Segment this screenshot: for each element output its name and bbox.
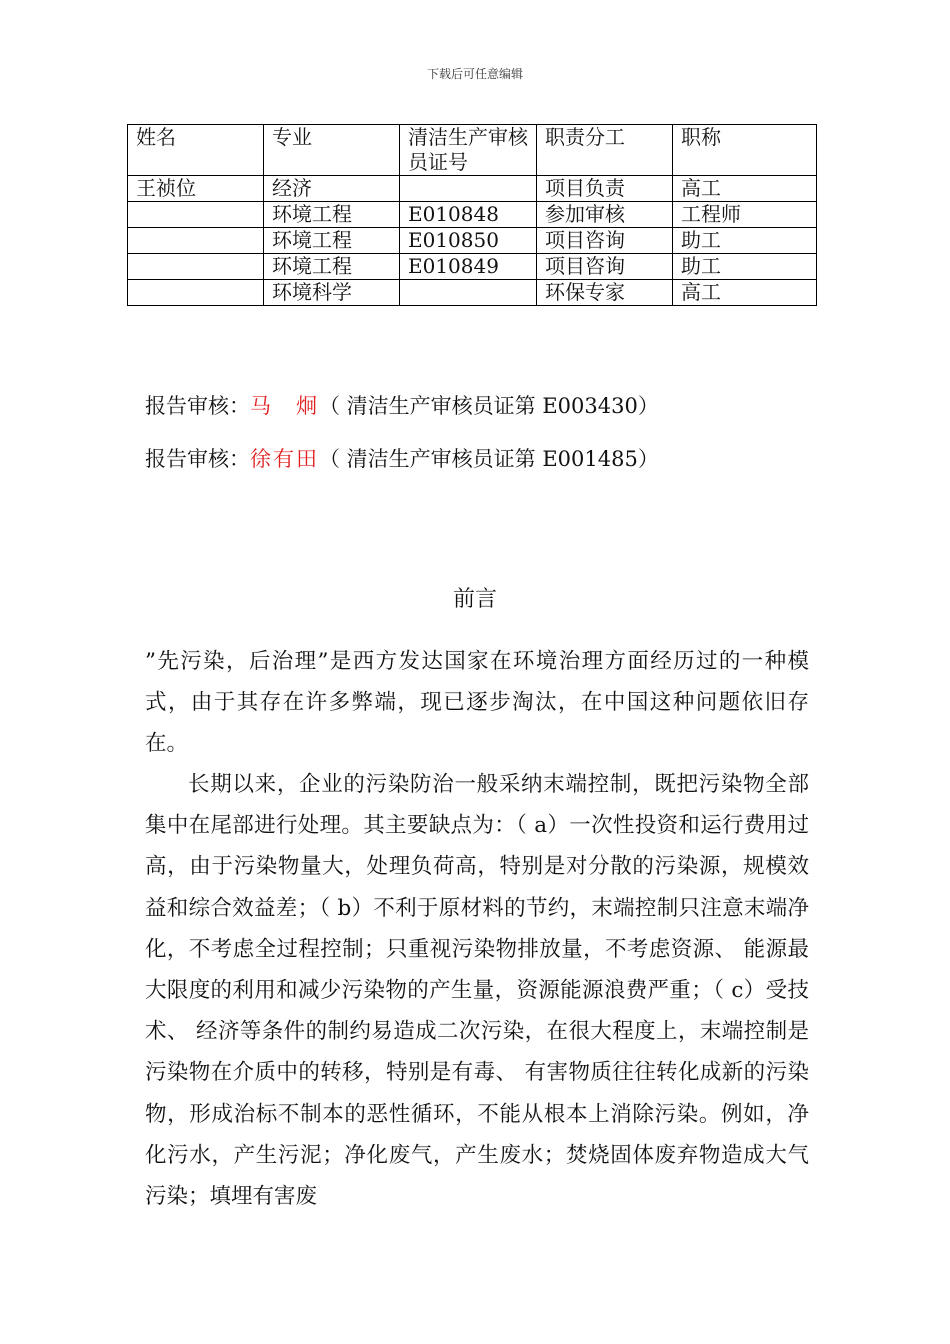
table-row <box>128 254 817 280</box>
header-cell-cert-no: 清洁生产审核员证号 <box>400 125 537 176</box>
staff-table <box>127 124 817 306</box>
table-cell: 环境工程 <box>264 228 400 254</box>
table-cell <box>400 176 537 202</box>
reviewer-name: 马 炯 <box>250 394 319 418</box>
table-cell: E010850 <box>400 228 537 254</box>
table-cell: 环境工程 <box>264 254 400 280</box>
table-row <box>128 280 817 306</box>
section-title: 前言 <box>452 587 497 612</box>
header-cell-title: 职称 <box>673 125 817 176</box>
table-cell <box>400 280 537 306</box>
table-cell: E010849 <box>400 254 537 280</box>
table-cell: 项目负责 <box>537 176 673 202</box>
table-cell: 参加审核 <box>537 202 673 228</box>
table-cell: 王祯位 <box>128 176 264 202</box>
reviewer-name: 徐有田 <box>250 447 319 471</box>
table-cell: 环保专家 <box>537 280 673 306</box>
review-label: 报告审核： <box>145 394 250 418</box>
paragraph-2: 长期以来，企业的污染防治一般采纳末端控制，既把污染物全部集中在尾部进行处理。其主要缺点为：（ a）一次性投资和运行费用过高，由于污染物量大，处理负荷高，特别是对分散的污染源，规模效益和综合效益差；（ b）不利于原材料的节约，末端控制只注意末端净化，不考虑全过程控制；只重视污染物排放量，不考虑资源、 能源最大限度的利用和减少污染物的产生量，资源能源浪费严重；（ c）受技术、 经济等条件的制约易造成二次污染，在很大程度上，末端控制是污染物在介质中的转移，特别是有毒、 有害物质往往转化成新的污染物，形成治标不制本的恶性循环，不能从根本上消除污染。例如，净化污水，产生污泥；净化废气，产生废水；焚烧固体废弃物造成大气污染；填埋有害废 <box>145 772 809 1210</box>
table-row <box>128 228 817 254</box>
table-cell: E010848 <box>400 202 537 228</box>
watermark: 下载后可任意编辑 <box>426 67 523 81</box>
report-review-line-2 <box>145 443 659 473</box>
table-cell: 项目咨询 <box>537 254 673 280</box>
report-review-line-1 <box>145 390 659 420</box>
table-header-row <box>128 125 817 176</box>
table-cell: 环境科学 <box>264 280 400 306</box>
table-cell: 环境工程 <box>264 202 400 228</box>
table-cell: 高工 <box>673 280 817 306</box>
header-cell-major: 专业 <box>264 125 400 176</box>
table-cell: 助工 <box>673 254 817 280</box>
table-cell <box>128 254 264 280</box>
table-cell <box>128 228 264 254</box>
table-cell <box>128 280 264 306</box>
table-cell: 助工 <box>673 228 817 254</box>
table-cell: 工程师 <box>673 202 817 228</box>
table-cell <box>128 202 264 228</box>
table-cell: 经济 <box>264 176 400 202</box>
table-row <box>128 202 817 228</box>
reviewer-cert: （ 清洁生产审核员证第 E003430） <box>319 394 659 418</box>
header-cell-duty: 职责分工 <box>537 125 673 176</box>
table-cell: 高工 <box>673 176 817 202</box>
paragraph-1: ”先污染，后治理”是西方发达国家在环境治理方面经历过的一种模式，由于其存在许多弊端，现已逐步淘汰，在中国这种问题依旧存在。 <box>145 649 809 757</box>
table-row <box>128 176 817 202</box>
table-cell: 项目咨询 <box>537 228 673 254</box>
header-cell-name: 姓名 <box>128 125 264 176</box>
reviewer-cert: （ 清洁生产审核员证第 E001485） <box>319 447 659 471</box>
review-label: 报告审核： <box>145 447 250 471</box>
